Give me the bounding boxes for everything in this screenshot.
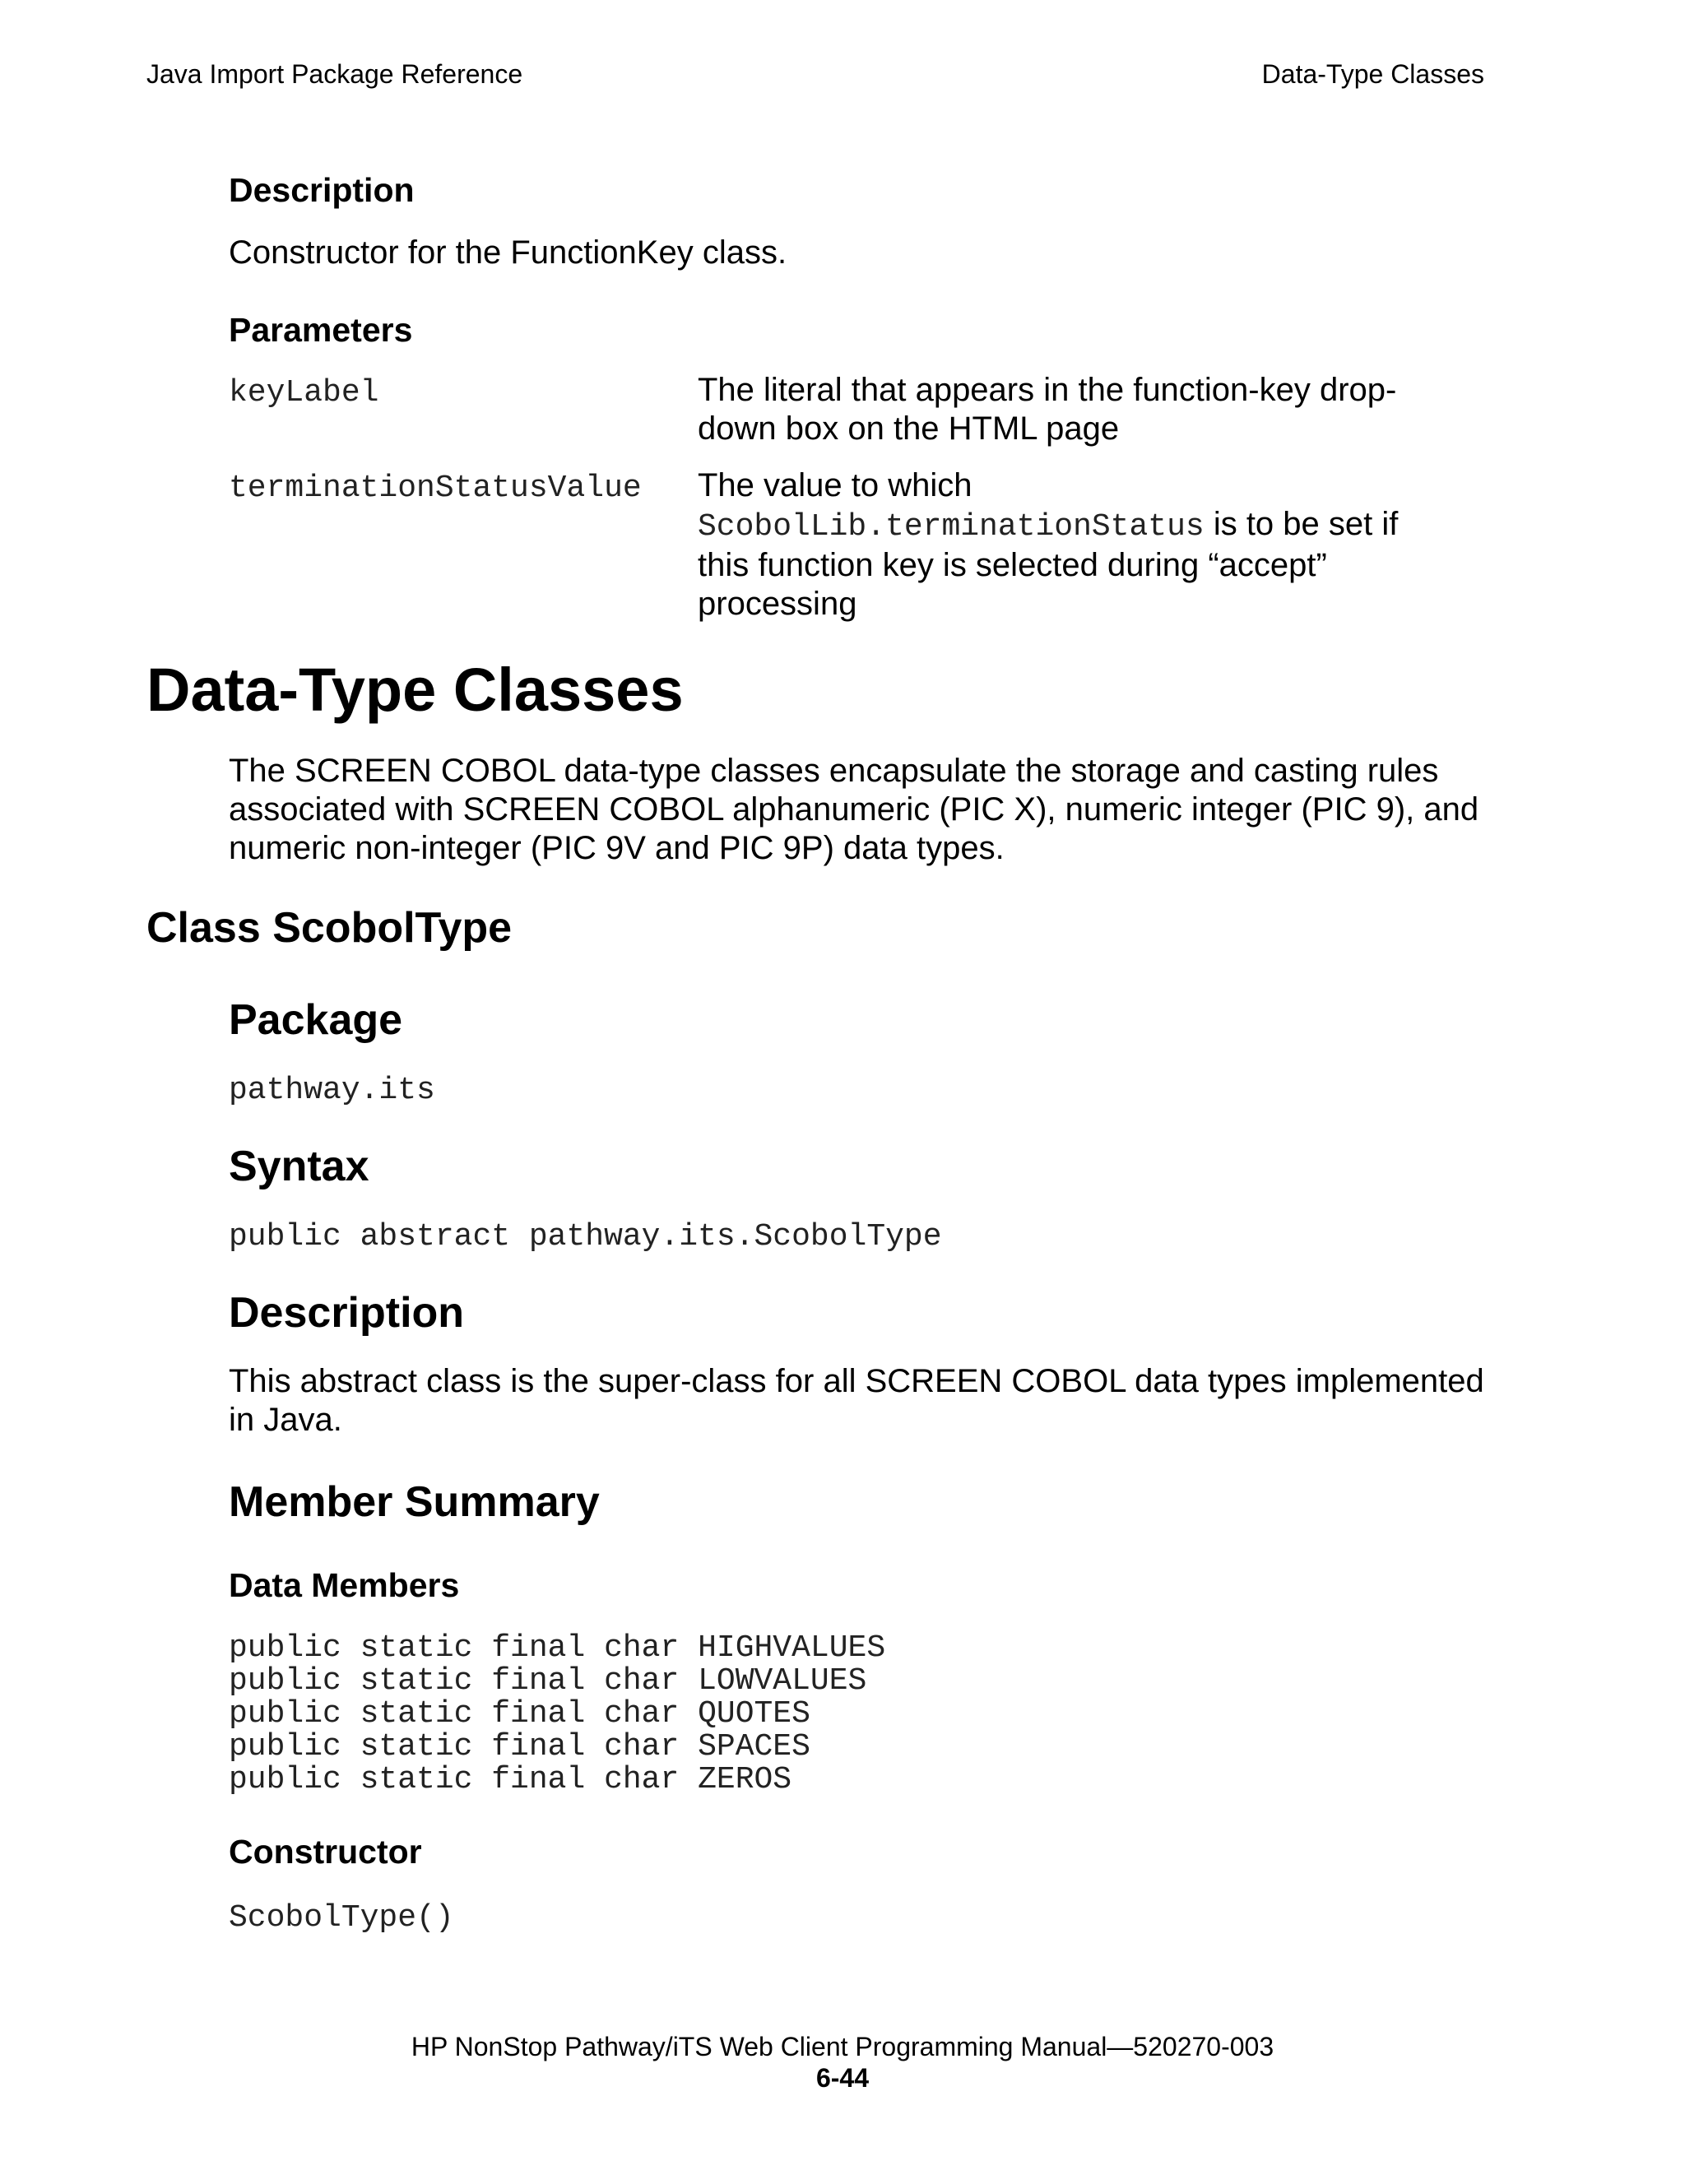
class-scoboltype-heading: Class ScobolType [146, 904, 513, 952]
data-member: public static final char QUOTES [229, 1696, 810, 1732]
param-desc-line: this function key is selected during “accept” [698, 547, 1327, 583]
data-type-classes-intro [229, 752, 1478, 868]
description-heading: Description [229, 1289, 465, 1337]
running-header-left: Java Import Package Reference [146, 59, 523, 89]
param-desc-fragment: is to be set if [1204, 506, 1399, 542]
data-member: public static final char HIGHVALUES [229, 1630, 886, 1666]
data-members-list [229, 1632, 885, 1797]
package-heading: Package [229, 996, 403, 1044]
param-desc-terminationstatusvalue [698, 466, 1398, 624]
member-summary-heading: Member Summary [229, 1478, 600, 1526]
constructor-value: ScobolType() [229, 1900, 454, 1936]
description-text [229, 1362, 1484, 1440]
param-desc-line: The literal that appears in the function-key drop- [698, 372, 1397, 408]
syntax-heading: Syntax [229, 1143, 369, 1190]
running-header-right: Data-Type Classes [1261, 59, 1484, 89]
intro-line: numeric non-integer (PIC 9V and PIC 9P) data types. [229, 830, 1005, 866]
section-title-data-type-classes: Data-Type Classes [146, 656, 684, 724]
intro-line: The SCREEN COBOL data-type classes encapsulate the storage and casting rules [229, 753, 1439, 789]
package-value: pathway.its [229, 1073, 435, 1108]
syntax-value: public abstract pathway.its.ScobolType [229, 1219, 942, 1254]
param-desc-line-with-code [698, 505, 1398, 546]
footer-page-number: 6-44 [815, 2063, 870, 2093]
constructor-description-text: Constructor for the FunctionKey class. [229, 234, 787, 271]
constructor-heading: Constructor [229, 1833, 422, 1871]
param-desc-line: down box on the HTML page [698, 410, 1120, 447]
param-name-terminationstatusvalue: terminationStatusValue [229, 471, 642, 506]
footer-manual-title: HP NonStop Pathway/iTS Web Client Programming Manual—520270-003 [411, 2032, 1274, 2061]
data-members-heading: Data Members [229, 1566, 460, 1604]
param-desc-line: The value to which [698, 467, 972, 503]
description-line: This abstract class is the super-class for all SCREEN COBOL data types implemented [229, 1363, 1484, 1399]
param-desc-line: processing [698, 586, 857, 622]
data-member: public static final char ZEROS [229, 1762, 792, 1797]
constructor-description-heading: Description [229, 171, 415, 209]
data-member: public static final char LOWVALUES [229, 1663, 867, 1699]
data-member: public static final char SPACES [229, 1729, 810, 1764]
param-name-keylabel: keyLabel [229, 375, 379, 410]
inline-code: ScobolLib.terminationStatus [698, 509, 1205, 545]
parameters-heading: Parameters [229, 311, 413, 349]
description-line: in Java. [229, 1402, 342, 1438]
param-desc-keylabel [698, 371, 1396, 448]
intro-line: associated with SCREEN COBOL alphanumeric (PIC X), numeric integer (PIC 9), and [229, 791, 1479, 828]
